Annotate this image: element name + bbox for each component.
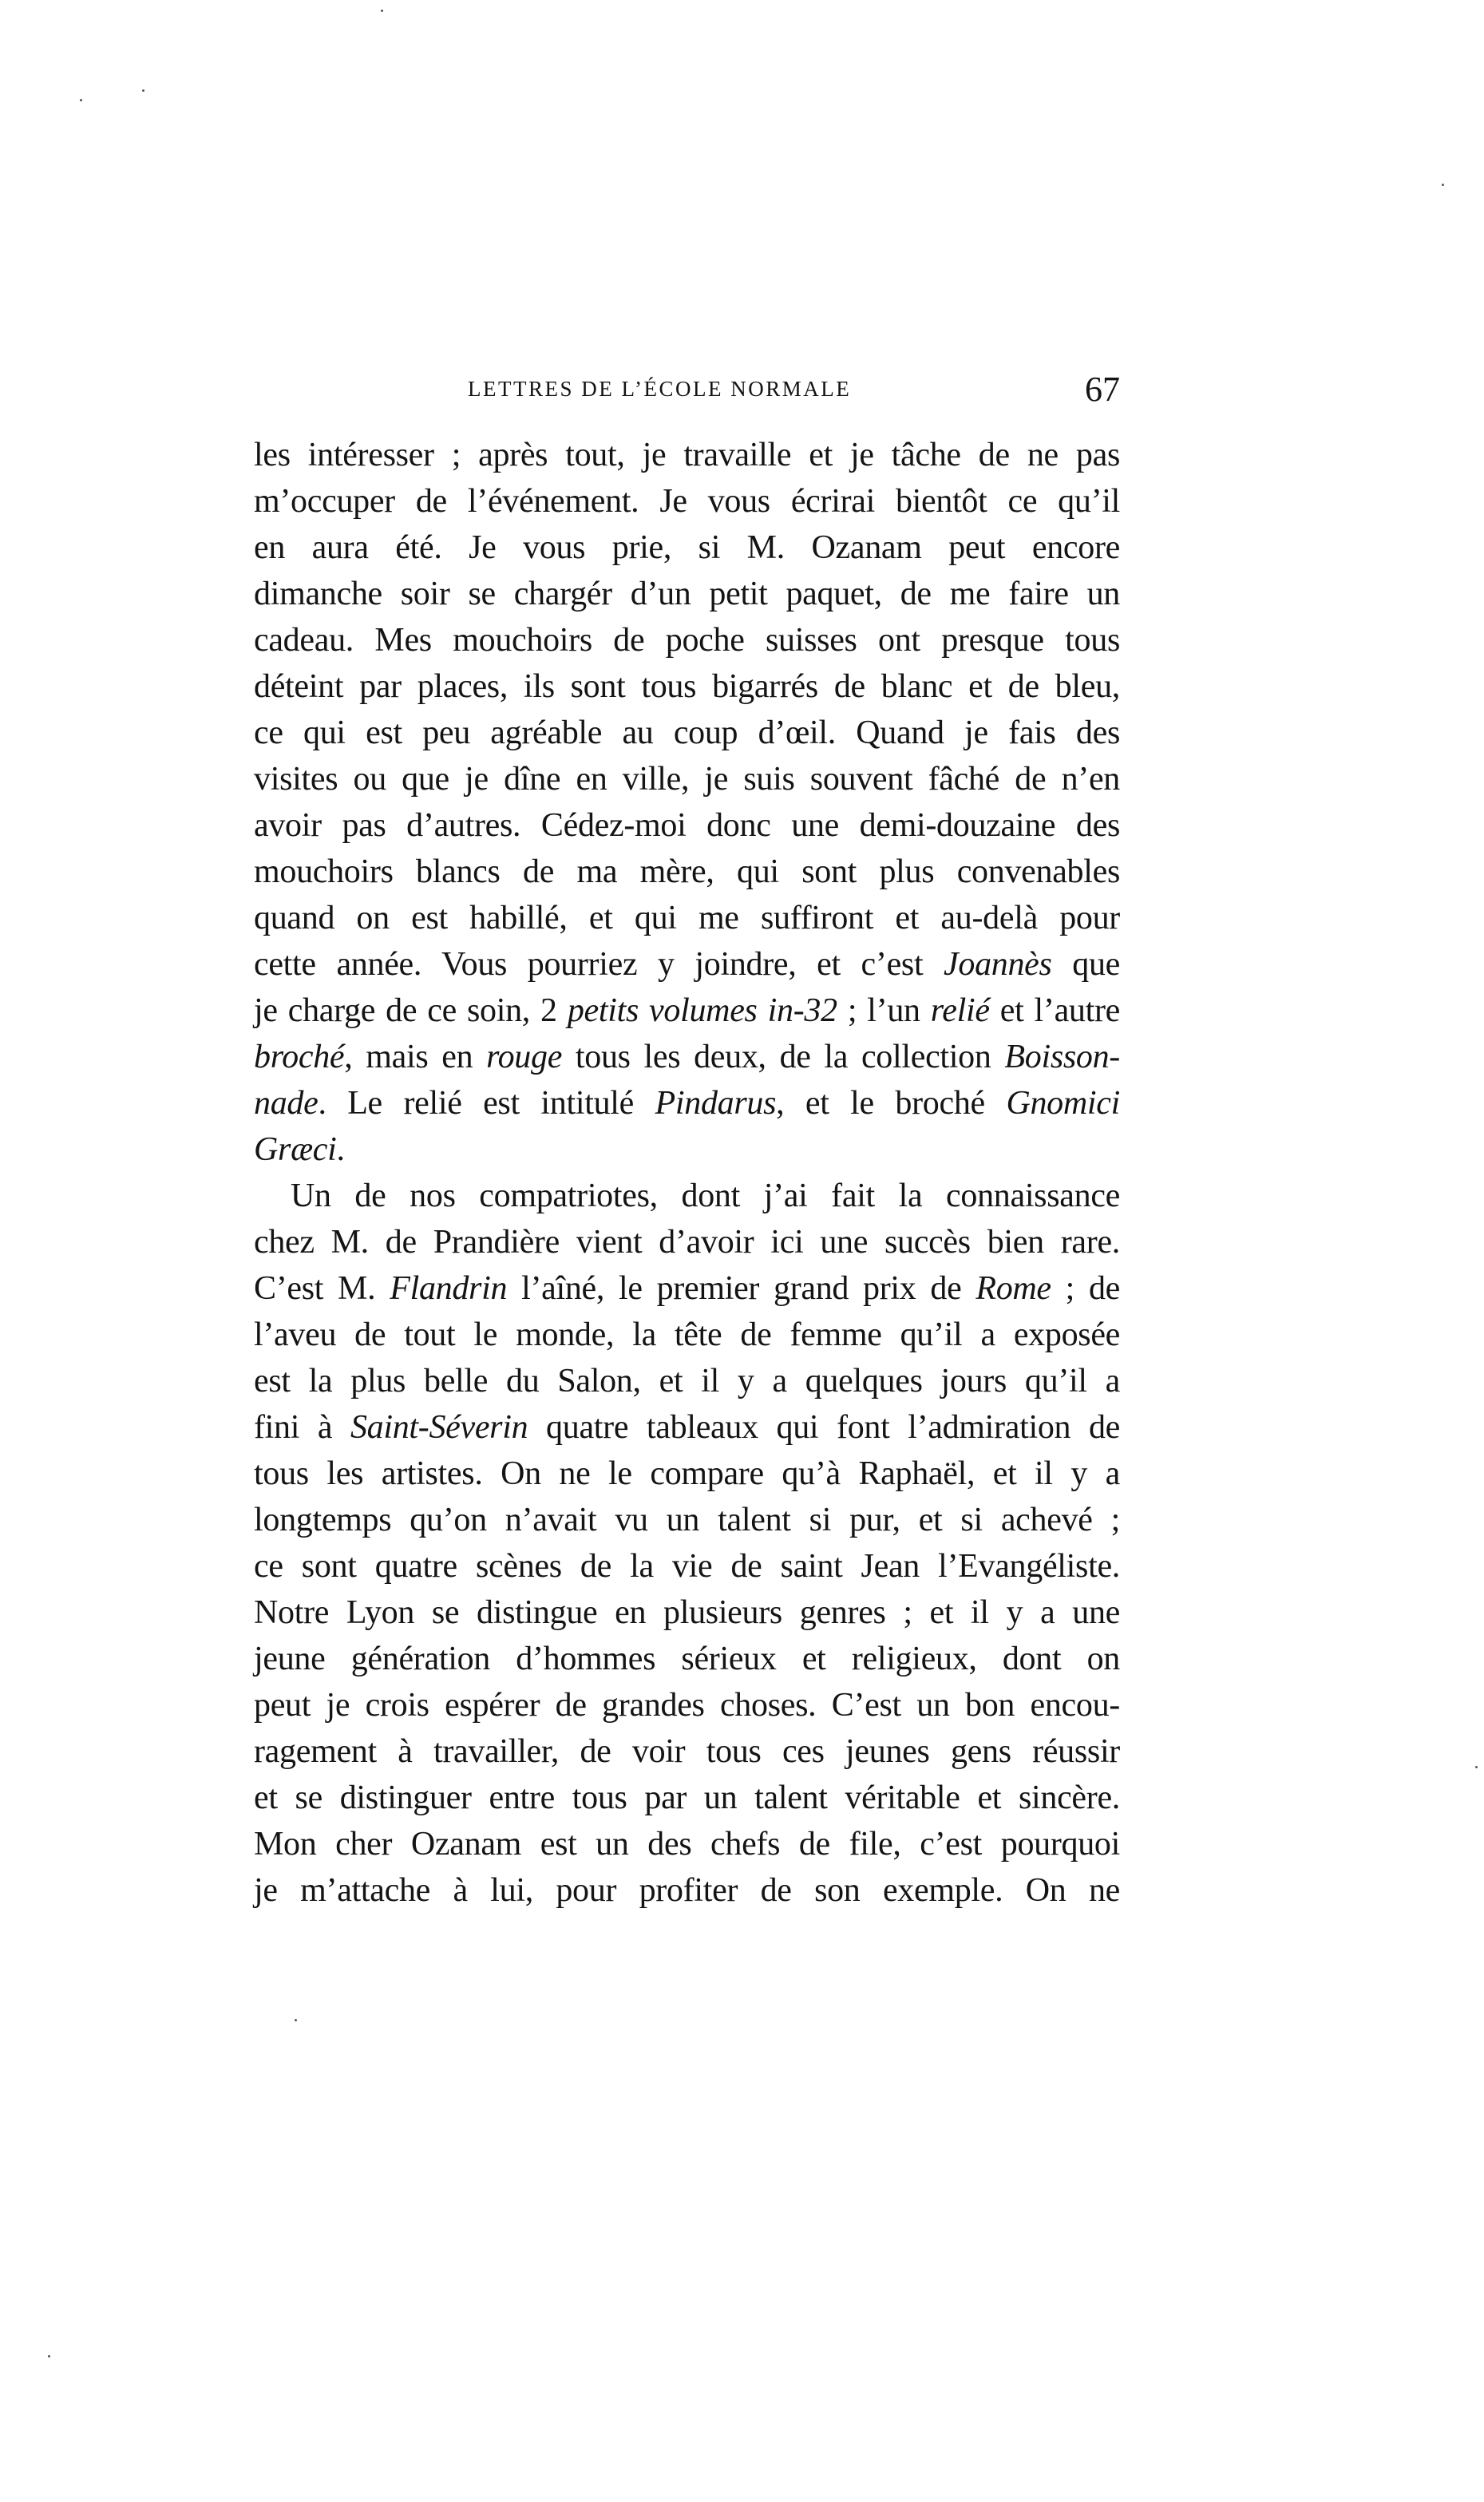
text-line <box>254 1219 1120 1265</box>
text-line <box>254 432 1120 478</box>
text-line <box>254 1682 1120 1728</box>
text-line <box>254 1080 1120 1126</box>
text-segment: en aura été. Je vous prie, si M. Ozanam peut encore <box>254 529 1120 566</box>
text-line <box>254 478 1120 525</box>
text-segment: l’aîné, le premier grand prix de <box>507 1270 976 1307</box>
text-line <box>254 663 1120 710</box>
text-line <box>254 1173 1120 1219</box>
text-segment: l’aveu de tout le monde, la tête de femme qu’il a exposée <box>254 1316 1120 1353</box>
text-line <box>254 895 1120 941</box>
text-line <box>254 1451 1120 1497</box>
scan-speck <box>48 2355 50 2358</box>
text-segment: fini à <box>254 1409 350 1446</box>
text-segment: quand on est habillé, et qui me suffiront et au-delà pour <box>254 900 1120 936</box>
body-text <box>254 432 1120 1914</box>
text-segment: Notre Lyon se distingue en plusieurs genres ; et il y a une <box>254 1594 1120 1631</box>
text-line <box>254 1034 1120 1080</box>
text-line <box>254 756 1120 802</box>
scan-speck <box>142 89 144 92</box>
running-title: LETTRES DE L’ÉCOLE NORMALE <box>468 377 852 401</box>
italic-text: broché <box>254 1039 345 1075</box>
italic-text: nade <box>254 1085 319 1122</box>
text-line <box>254 525 1120 571</box>
italic-text: petits volumes in-32 <box>567 992 837 1029</box>
italic-text: relié <box>930 992 990 1029</box>
text-segment: ; de <box>1051 1270 1120 1307</box>
text-segment: , mais en <box>344 1039 487 1075</box>
scan-speck <box>1442 184 1444 186</box>
text-segment: cadeau. Mes mouchoirs de poche suisses ont presque tous <box>254 622 1120 659</box>
text-line <box>254 1589 1120 1636</box>
scan-speck <box>1475 1766 1478 1768</box>
text-segment: m’occuper de l’événement. Je vous écrirai bientôt ce qu’il <box>254 483 1120 520</box>
text-segment: , et le broché <box>776 1085 1007 1122</box>
text-line <box>254 1821 1120 1867</box>
text-segment: . <box>336 1131 345 1168</box>
text-segment: que <box>1051 946 1120 983</box>
text-segment: et se distinguer entre tous par un talent véritable et sincère. <box>254 1780 1120 1816</box>
italic-text: rouge <box>486 1039 563 1075</box>
italic-text: Joannès <box>944 946 1052 983</box>
text-line <box>254 1775 1120 1821</box>
text-segment: longtemps qu’on n’avait vu un talent si pur, et si achevé ; <box>254 1502 1120 1538</box>
text-segment: Mon cher Ozanam est un des chefs de file, c’est pourquoi <box>254 1826 1120 1863</box>
text-line <box>254 1497 1120 1543</box>
italic-text: Rome <box>975 1270 1051 1307</box>
scan-speck <box>295 2019 297 2021</box>
text-line <box>254 1265 1120 1312</box>
text-segment: ragement à travailler, de voir tous ces jeunes gens réussir <box>254 1733 1120 1770</box>
text-line <box>254 710 1120 756</box>
text-segment: avoir pas d’autres. Cédez-moi donc une demi-douzaine des <box>254 807 1120 844</box>
running-head <box>254 369 1120 417</box>
text-segment: C’est M. <box>254 1270 390 1307</box>
text-segment: jeune génération d’hommes sérieux et religieux, dont on <box>254 1641 1120 1677</box>
italic-text: Saint-Séverin <box>350 1409 528 1446</box>
text-segment: et l’autre <box>989 992 1121 1029</box>
text-segment: peut je crois espérer de grandes choses. C’est un bon encou- <box>254 1687 1120 1724</box>
text-segment: déteint par places, ils sont tous bigarrés de blanc et de bleu, <box>254 668 1120 705</box>
text-segment: Un de nos compatriotes, dont j’ai fait la connaissance <box>291 1178 1120 1214</box>
text-line <box>254 1728 1120 1775</box>
text-segment: visites ou que je dîne en ville, je suis souvent fâché de n’en <box>254 761 1120 798</box>
text-line <box>254 1867 1120 1914</box>
text-line <box>254 1358 1120 1404</box>
text-line <box>254 1543 1120 1589</box>
text-segment: tous les artistes. On ne le compare qu’à Raphaël, et il y a <box>254 1455 1120 1492</box>
text-segment: cette année. Vous pourriez y joindre, et c’est <box>254 946 944 983</box>
text-segment: mouchoirs blancs de ma mère, qui sont plus convenables <box>254 853 1120 890</box>
text-segment: chez M. de Prandière vient d’avoir ici une succès bien rare. <box>254 1224 1120 1261</box>
text-line <box>254 1126 1120 1173</box>
italic-text: Græci <box>254 1131 337 1168</box>
page-number: 67 <box>1085 370 1120 409</box>
italic-text: Gnomici <box>1006 1085 1120 1122</box>
text-segment: est la plus belle du Salon, et il y a quelques jours qu’il a <box>254 1363 1120 1399</box>
text-line <box>254 1636 1120 1682</box>
text-line <box>254 941 1120 988</box>
text-segment: ce sont quatre scènes de la vie de saint Jean l’Evangéliste. <box>254 1548 1120 1585</box>
text-segment: je m’attache à lui, pour profiter de son exemple. On ne <box>254 1872 1120 1909</box>
text-segment: ce qui est peu agréable au coup d’œil. Quand je fais des <box>254 715 1120 751</box>
italic-text: Flandrin <box>390 1270 508 1307</box>
text-line <box>254 849 1120 895</box>
text-segment: dimanche soir se chargér d’un petit paquet, de me faire un <box>254 576 1120 612</box>
text-line <box>254 802 1120 849</box>
text-line <box>254 617 1120 663</box>
text-segment: tous les deux, de la collection <box>562 1039 1005 1075</box>
text-segment: . Le relié est intitulé <box>318 1085 655 1122</box>
text-line <box>254 571 1120 617</box>
text-line <box>254 1404 1120 1451</box>
scan-speck <box>80 99 82 101</box>
text-line <box>254 1312 1120 1358</box>
scan-speck <box>381 10 383 12</box>
text-segment: les intéresser ; après tout, je travaille et je tâche de ne pas <box>254 437 1120 473</box>
text-segment: ; l’un <box>837 992 931 1029</box>
text-segment: je charge de ce soin, 2 <box>254 992 568 1029</box>
italic-text: Boisson- <box>1004 1039 1120 1075</box>
text-segment: quatre tableaux qui font l’admiration de <box>528 1409 1120 1446</box>
italic-text: Pindarus <box>655 1085 777 1122</box>
text-line <box>254 988 1120 1034</box>
